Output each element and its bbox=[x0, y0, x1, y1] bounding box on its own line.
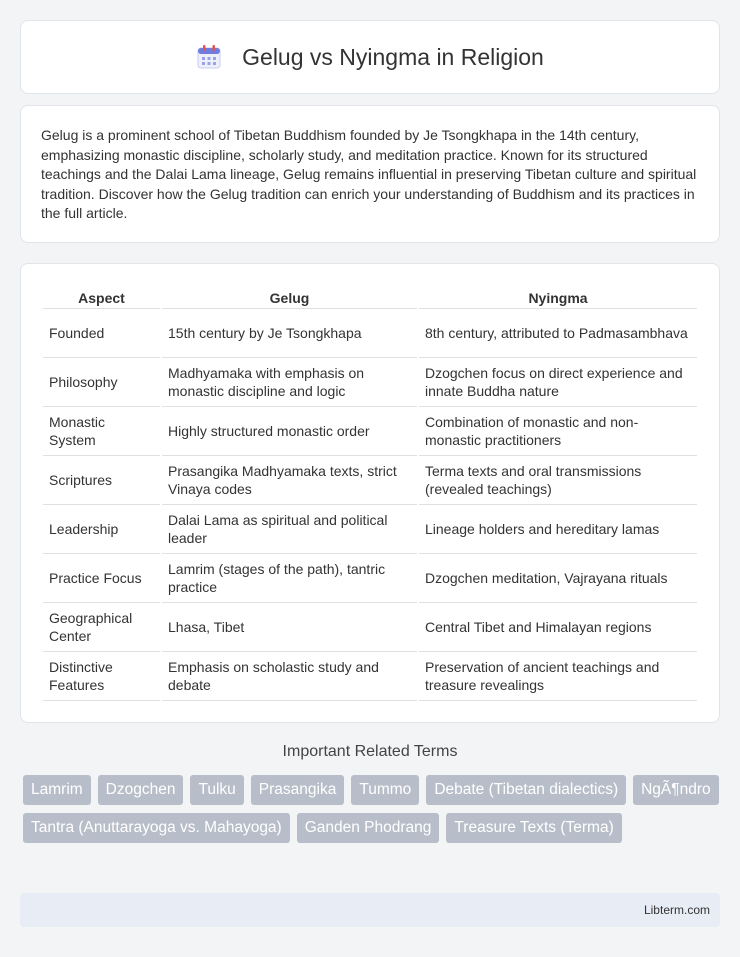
related-term-tag[interactable]: Tummo bbox=[351, 775, 419, 805]
table-cell-gelug: Lhasa, Tibet bbox=[162, 603, 417, 652]
related-term-tag[interactable]: Lamrim bbox=[23, 775, 91, 805]
footer-site-link[interactable]: Libterm.com bbox=[643, 903, 710, 917]
table-header-row bbox=[43, 286, 697, 309]
table-row bbox=[43, 505, 697, 554]
table-cell-gelug: Emphasis on scholastic study and debate bbox=[162, 652, 417, 701]
related-term-tag[interactable]: Tulku bbox=[190, 775, 243, 805]
table-cell-aspect: Scriptures bbox=[43, 456, 160, 505]
related-term-tag[interactable]: Prasangika bbox=[251, 775, 345, 805]
table-cell-gelug: 15th century by Je Tsongkhapa bbox=[162, 309, 417, 358]
table-cell-nyingma: Lineage holders and hereditary lamas bbox=[419, 505, 697, 554]
footer bbox=[20, 893, 720, 927]
page-title: Gelug vs Nyingma in Religion bbox=[242, 43, 544, 70]
table-row bbox=[43, 407, 697, 456]
related-term-tag[interactable]: NgÃ¶ndro bbox=[633, 775, 719, 805]
header-gelug: Gelug bbox=[162, 286, 417, 309]
table-row bbox=[43, 554, 697, 603]
related-term-tag[interactable]: Tantra (Anuttarayoga vs. Mahayoga) bbox=[23, 813, 290, 843]
header-nyingma: Nyingma bbox=[419, 286, 697, 309]
related-term-tag[interactable]: Debate (Tibetan dialectics) bbox=[426, 775, 626, 805]
header-aspect: Aspect bbox=[43, 286, 160, 309]
table-cell-aspect: Leadership bbox=[43, 505, 160, 554]
related-term-tag[interactable]: Ganden Phodrang bbox=[297, 813, 440, 843]
intro-card bbox=[20, 105, 720, 243]
related-term-tag[interactable]: Treasure Texts (Terma) bbox=[446, 813, 621, 843]
table-cell-gelug: Lamrim (stages of the path), tantric practice bbox=[162, 554, 417, 603]
table-cell-gelug: Dalai Lama as spiritual and political leader bbox=[162, 505, 417, 554]
table-cell-nyingma: Combination of monastic and non-monastic practitioners bbox=[419, 407, 697, 456]
calendar-icon bbox=[196, 44, 222, 70]
table-cell-nyingma: Terma texts and oral transmissions (revealed teachings) bbox=[419, 456, 697, 505]
table-cell-aspect: Founded bbox=[43, 309, 160, 358]
comparison-table bbox=[41, 286, 699, 701]
table-cell-gelug: Highly structured monastic order bbox=[162, 407, 417, 456]
table-cell-nyingma: 8th century, attributed to Padmasambhava bbox=[419, 309, 697, 358]
table-cell-nyingma: Central Tibet and Himalayan regions bbox=[419, 603, 697, 652]
table-cell-aspect: Philosophy bbox=[43, 358, 160, 407]
related-term-tag[interactable]: Dzogchen bbox=[98, 775, 184, 805]
table-cell-nyingma: Dzogchen meditation, Vajrayana rituals bbox=[419, 554, 697, 603]
table-cell-aspect: Distinctive Features bbox=[43, 652, 160, 701]
table-cell-nyingma: Dzogchen focus on direct experience and innate Buddha nature bbox=[419, 358, 697, 407]
related-terms-list bbox=[23, 775, 723, 843]
table-cell-aspect: Monastic System bbox=[43, 407, 160, 456]
table-row bbox=[43, 456, 697, 505]
table-row bbox=[43, 603, 697, 652]
table-cell-gelug: Prasangika Madhyamaka texts, strict Vinaya codes bbox=[162, 456, 417, 505]
header-card bbox=[20, 20, 720, 94]
table-row bbox=[43, 309, 697, 358]
related-terms-title: Important Related Terms bbox=[282, 743, 458, 760]
table-row bbox=[43, 652, 697, 701]
table-row bbox=[43, 358, 697, 407]
table-cell-gelug: Madhyamaka with emphasis on monastic discipline and logic bbox=[162, 358, 417, 407]
table-cell-nyingma: Preservation of ancient teachings and treasure revealings bbox=[419, 652, 697, 701]
comparison-card bbox=[20, 263, 720, 723]
intro-text: Gelug is a prominent school of Tibetan Buddhism founded by Je Tsongkhapa in the 14th century, emphasizing monastic discipline, scholarly study, and meditation practice. Known for its structured teachings and the Dalai Lama lineage, Gelug remains influential in preserving Tibetan culture and spiritual tradition. Discover how the Gelug tradition can enrich your understanding of Buddhism and its practices in the full article. bbox=[41, 127, 697, 221]
table-cell-aspect: Practice Focus bbox=[43, 554, 160, 603]
table-cell-aspect: Geographical Center bbox=[43, 603, 160, 652]
